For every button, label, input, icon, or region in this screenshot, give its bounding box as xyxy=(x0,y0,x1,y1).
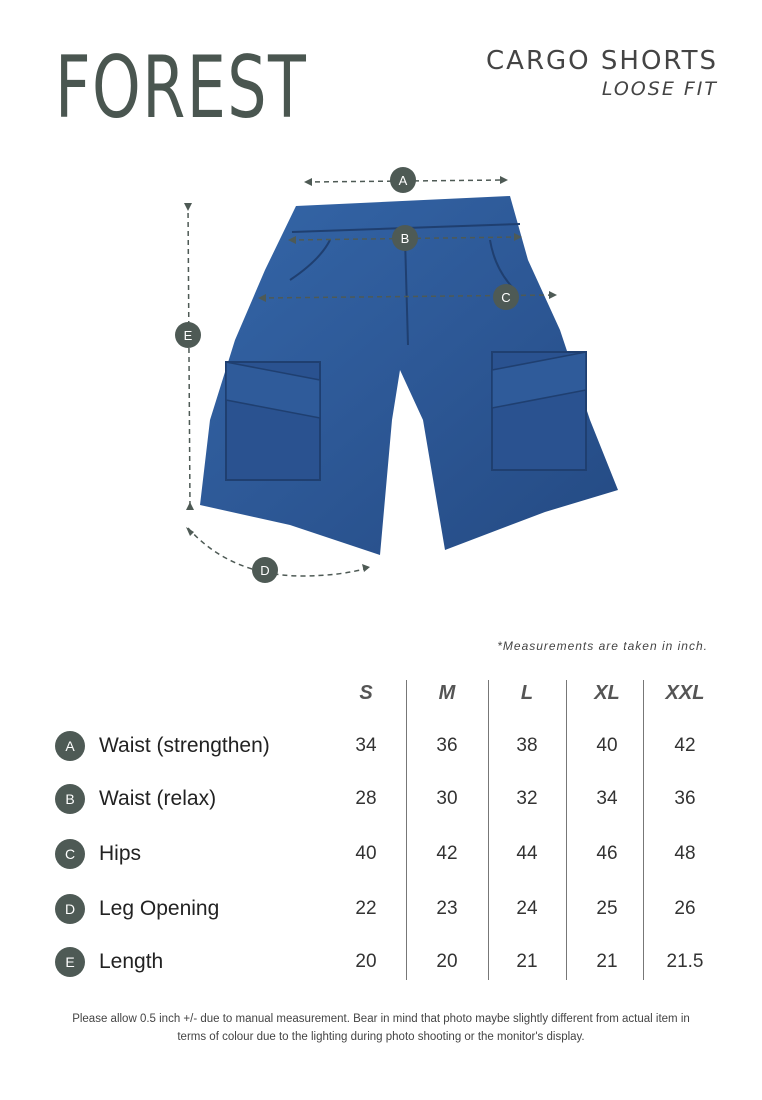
column-divider xyxy=(406,680,407,980)
table-cell: 23 xyxy=(436,898,458,919)
size-header-m: M xyxy=(438,682,456,704)
column-divider xyxy=(566,680,567,980)
marker-a xyxy=(390,167,416,193)
size-header-l: L xyxy=(520,682,534,704)
row-marker-badge: C xyxy=(55,839,85,869)
table-cell: 34 xyxy=(355,735,377,756)
row-label: Hips xyxy=(99,842,142,865)
row-marker-badge: E xyxy=(55,947,85,977)
row-label: Waist (strengthen) xyxy=(99,734,270,757)
footer-disclaimer: Please allow 0.5 inch +/- due to manual measurement. Bear in mind that photo maybe slightly different from actual item in terms of colour due to the lighting during photo shooting or the monitor's display. xyxy=(72,1013,690,1043)
table-cell: 21 xyxy=(516,951,538,972)
marker-d xyxy=(252,557,278,583)
table-cell: 20 xyxy=(355,951,377,972)
table-cell: 48 xyxy=(674,843,696,864)
brand-logo: FOREST xyxy=(55,38,308,138)
table-cell: 30 xyxy=(436,788,458,809)
marker-b xyxy=(392,225,418,251)
table-cell: 26 xyxy=(674,898,696,919)
row-marker-badge: A xyxy=(55,731,85,761)
size-header-xl: XL xyxy=(594,682,620,704)
table-cell: 42 xyxy=(436,843,458,864)
marker-c xyxy=(493,284,519,310)
table-cell: 25 xyxy=(596,898,618,919)
table-cell: 40 xyxy=(355,843,377,864)
svg-text:C: C xyxy=(501,290,511,305)
table-row-waist-relax xyxy=(0,782,762,822)
size-header-xxl: XXL xyxy=(665,682,705,704)
svg-text:B: B xyxy=(400,231,410,246)
size-chart-table xyxy=(0,672,762,982)
table-cell: 28 xyxy=(355,788,377,809)
size-header-s: S xyxy=(359,682,373,704)
table-cell: 36 xyxy=(674,788,696,809)
product-fit: LOOSE FIT xyxy=(601,78,718,100)
table-cell: 34 xyxy=(596,788,618,809)
svg-text:D: D xyxy=(260,563,270,578)
table-row-waist-strengthen xyxy=(0,729,762,769)
table-cell: 32 xyxy=(516,788,538,809)
table-cell: 20 xyxy=(436,951,458,972)
table-row-hips xyxy=(0,837,762,877)
column-divider xyxy=(643,680,644,980)
table-cell: 21.5 xyxy=(666,951,704,972)
row-label: Leg Opening xyxy=(99,897,220,920)
table-cell: 22 xyxy=(355,898,377,919)
table-cell: 21 xyxy=(596,951,618,972)
table-row-leg-opening xyxy=(0,892,762,932)
table-cell: 42 xyxy=(674,735,696,756)
measurement-note: *Measurements are taken in inch. xyxy=(497,639,708,653)
table-cell: 44 xyxy=(516,843,538,864)
row-marker-badge: D xyxy=(55,894,85,924)
column-divider xyxy=(488,680,489,980)
table-cell: 36 xyxy=(436,735,458,756)
svg-text:A: A xyxy=(398,173,408,188)
row-label: Waist (relax) xyxy=(99,787,217,810)
table-cell: 24 xyxy=(516,898,538,919)
marker-e xyxy=(175,322,201,348)
table-row-length xyxy=(0,945,762,985)
row-marker-badge: B xyxy=(55,784,85,814)
product-title: CARGO SHORTS xyxy=(486,46,718,76)
table-cell: 40 xyxy=(596,735,618,756)
row-label: Length xyxy=(99,950,164,973)
svg-text:E: E xyxy=(183,328,193,343)
table-cell: 46 xyxy=(596,843,618,864)
table-cell: 38 xyxy=(516,735,538,756)
